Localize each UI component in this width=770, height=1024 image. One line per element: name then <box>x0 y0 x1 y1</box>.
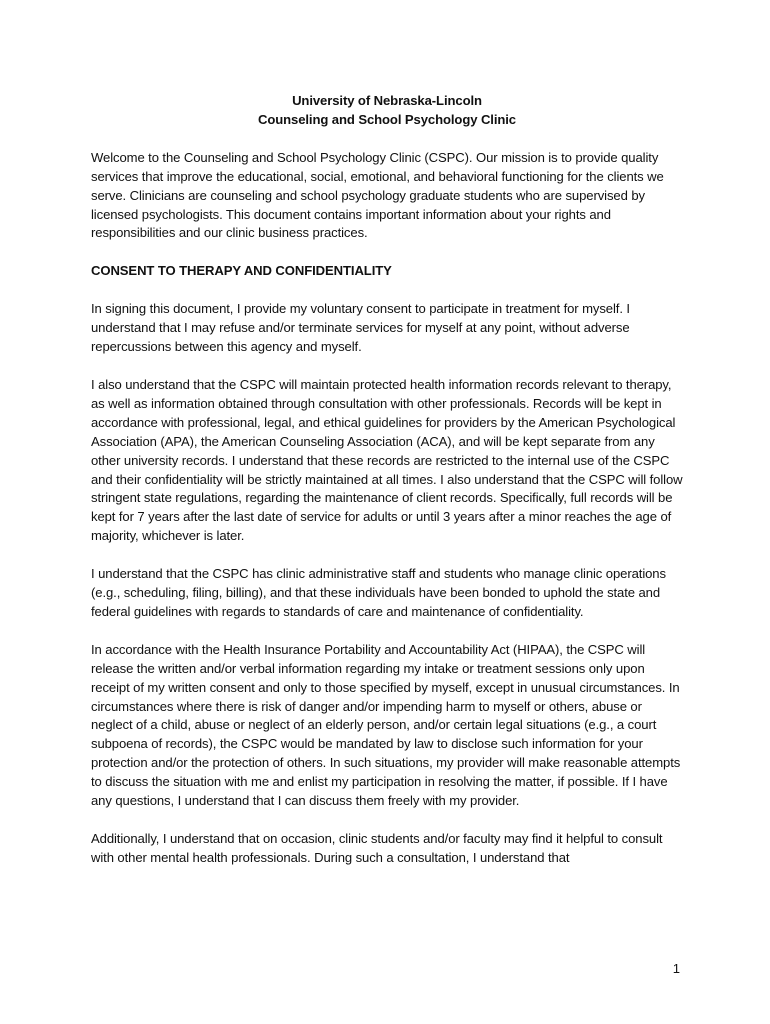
document-header <box>91 92 683 130</box>
records-paragraph: I also understand that the CSPC will maintain protected health information records relevant to therapy, as well as information obtained through consultation with other professionals. Records will be kept in accordance with professional, legal, and ethical guidelines for providers by the American Psychological Association (APA), the American Counseling Association (ACA), and will be kept separate from any other university records. I understand that these records are restricted to the internal use of the CSPC and their confidentiality will be strictly maintained at all times. I also understand that the CSPC will follow stringent state regulations, regarding the maintenance of client records. Specifically, full records will be kept for 7 years after the last date of service for adults or until 3 years after a minor reaches the age of majority, whichever is later. <box>91 376 683 544</box>
clinic-name: Counseling and School Psychology Clinic <box>257 111 516 127</box>
hipaa-paragraph: In accordance with the Health Insurance Portability and Accountability Act (HIPAA), the CSPC will release the written and/or verbal information regarding my intake or treatment sessions only upon receipt of my written consent and only to those specified by myself, except in unusual circumstances. In circumstances where there is risk of danger and/or impending harm to myself or others, abuse or neglect of a child, abuse or neglect of an elderly person, and/or certain legal situations (e.g., a court subpoena of records), the CSPC would be mandated by law to disclose such information for your protection and/or the protection of others. In such situations, my provider will make reasonable attempts to discuss the situation with me and enlist my participation in resolving the matter, if possible. If I have any questions, I understand that I can discuss them freely with my provider. <box>91 641 681 809</box>
staff-paragraph: I understand that the CSPC has clinic administrative staff and students who manage clinic operations (e.g., scheduling, filing, billing), and that these individuals have been bonded to uphold the state and federal guidelines with regards to standards of care and maintenance of confidentiality. <box>91 566 666 619</box>
consent-paragraph: In signing this document, I provide my voluntary consent to participate in treatment for myself. I understand that I may refuse and/or terminate services for myself at any point, without adverse repercussions between this agency and myself. <box>91 301 630 355</box>
consultation-paragraph: Additionally, I understand that on occasion, clinic students and/or faculty may find it helpful to consult with other mental health professionals. During such a consultation, I understand that <box>91 831 663 865</box>
document-body <box>91 92 683 887</box>
university-name: University of Nebraska-Lincoln <box>292 93 482 108</box>
section-heading-consent: CONSENT TO THERAPY AND CONFIDENTIALITY <box>91 263 392 279</box>
welcome-paragraph: Welcome to the Counseling and School Psychology Clinic (CSPC). Our mission is to provide quality services that improve the educational, social, emotional, and behavioral functioning for the clients we serve. Clinicians are counseling and school psychology graduate students who are supervised by licensed psychologists. This document contains important information about your rights and responsibilities and our clinic business practices. <box>91 149 664 241</box>
page-number: 1 <box>672 961 680 976</box>
